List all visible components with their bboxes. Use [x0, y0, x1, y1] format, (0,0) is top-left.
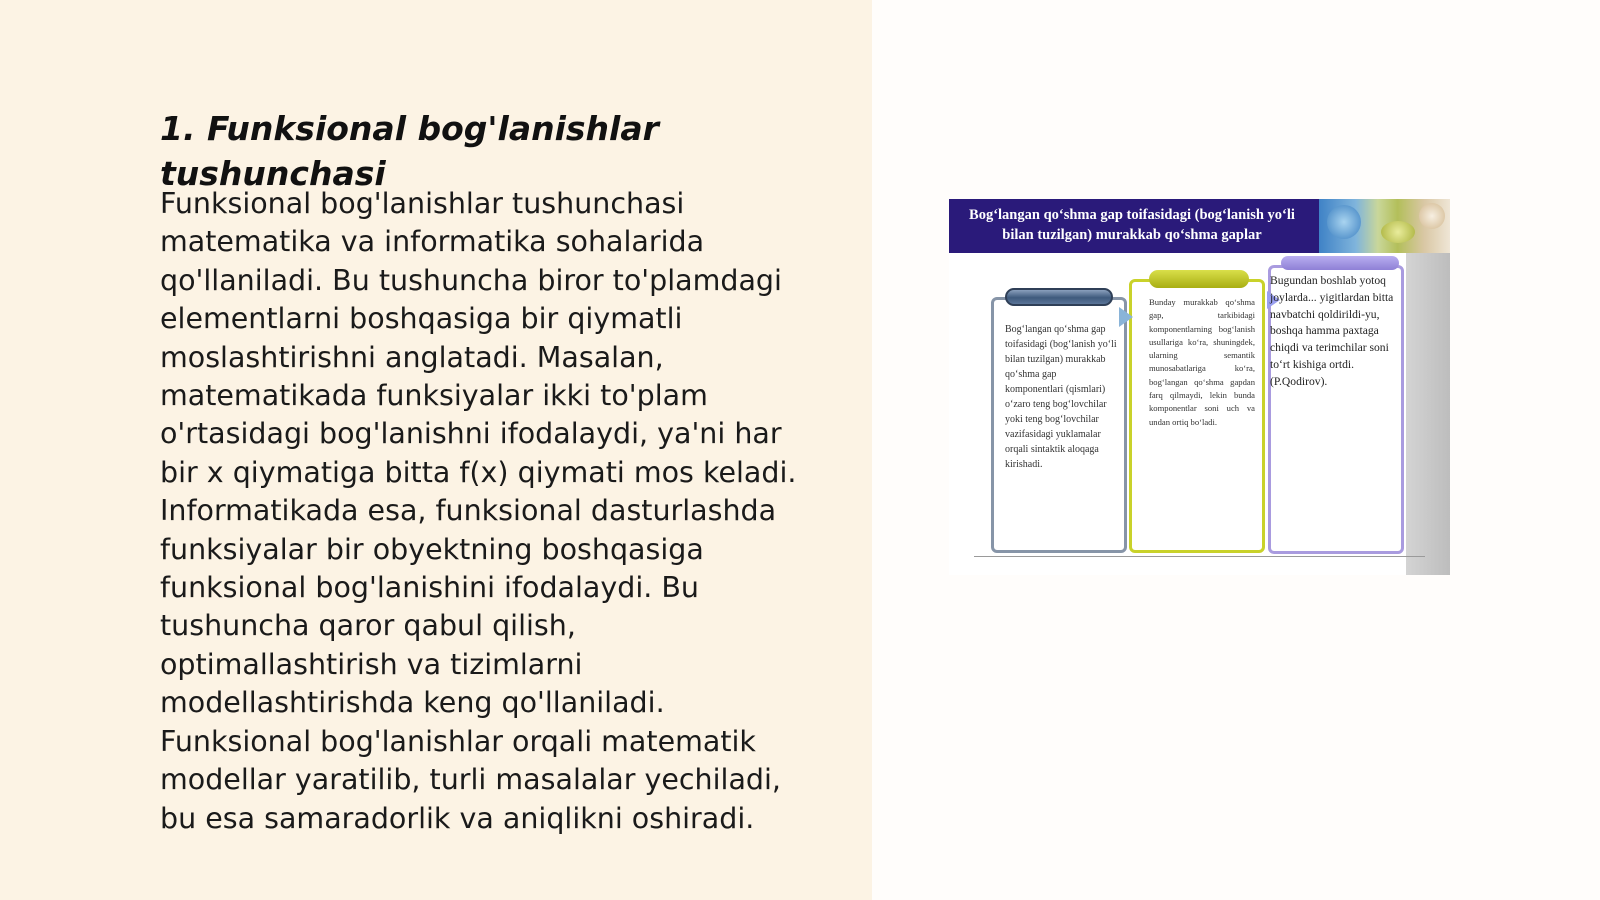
- column-tab-2: [1149, 270, 1249, 288]
- column-tab-3: [1281, 256, 1399, 270]
- slide-title: 1. Funksional bog'lanishlar tushunchasi: [160, 109, 659, 193]
- slide-image-header-text: Bog‘langan qo‘shma gap toifasidagi (bog‘lanish yo‘li bilan tuzilgan) murakkab qo‘shma gaplar: [969, 207, 1295, 243]
- column-1-text: Bog‘langan qo‘shma gap toifasidagi (bog‘lanish yo‘li bilan tuzilgan) murakkab qo‘shma gap komponentlari (qismlari) o‘zaro teng bog‘lovchilar yoki teng bog‘lovchilar vazifasidagi yuklamalar orqali sintaktik aloqaga kirishadi.: [1005, 324, 1117, 470]
- column-2-text: Bunday murakkab qo‘shma gap, tarkibidagi komponentlarning bog‘lanish usullariga ko‘ra, shuningdek, ularning semantik munosabatlariga ko‘ra, bog‘langan qo‘shma gapdan farq qilmaydi, lekin bunda komponentlar soni uch va undan ortiq bo‘ladi.: [1149, 297, 1255, 427]
- column-3-text: Bugundan boshlab yotoq joylarda... yigitlardan bitta navbatchi qoldirildi-yu, boshqa hamma paxtaga chiqdi va terimchilar soni to‘rt kishiga ortdi. (P.Qodirov).: [1270, 274, 1394, 388]
- slide-image-baseline: [974, 556, 1425, 557]
- decoration-circle: [1327, 205, 1361, 239]
- body-paragraph: Funksional bog'lanishlar tushunchasi matematika va informatika sohalarida qo'llaniladi. Bu tushuncha biror to'plamdagi elementlarni boshqasiga bir qiymatli moslashtirishni anglatadi. Masalan, matematikada funksiyalar ikki to'plam o'rtasidagi bog'lanishni ifodalaydi, ya'ni har bir x qiymatiga bitta f(x) qiymati mos keladi. Informatikada esa, funksional dasturlashda funksiyalar bir obyektning boshqasiga funksional bog'lanishini ifodalaydi. Bu tushuncha qaror qabul qilish, optimallashtirish va tizimlarni modellashtirishda keng qo'llaniladi. Funksional bog'lanishlar orqali matematik modellar yaratilib, turli masalalar yechiladi, bu esa samaradorlik va aniqlikni oshiradi.: [160, 187, 797, 835]
- decoration-tiles: [1381, 221, 1415, 243]
- embedded-slide-image: [949, 199, 1450, 575]
- slide-image-header: [949, 199, 1319, 253]
- header-decoration-image: [1319, 199, 1450, 253]
- arrow-right-icon: [1119, 307, 1133, 327]
- slide-image-sidebar: [1406, 253, 1450, 575]
- column-tab-1: [1005, 288, 1113, 306]
- decoration-swirl: [1419, 203, 1445, 229]
